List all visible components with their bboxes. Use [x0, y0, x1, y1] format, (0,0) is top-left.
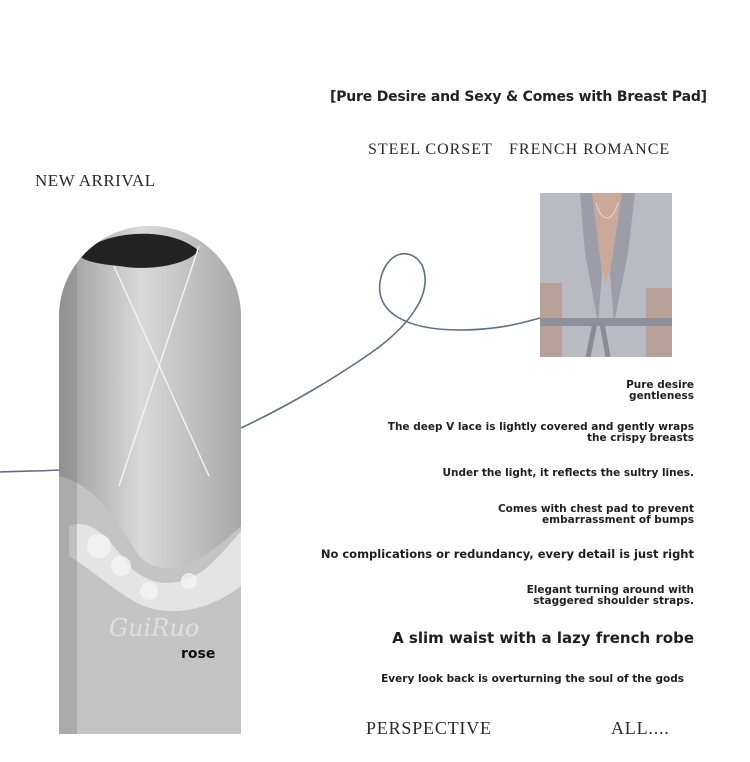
headline: [Pure Desire and Sexy & Comes with Breast Pad]: [330, 89, 707, 105]
subtitle-french-romance: FRENCH ROMANCE: [509, 141, 671, 158]
new-arrival-label: NEW ARRIVAL: [35, 171, 156, 190]
copy-under-light: Under the light, it reflects the sultry lines.: [442, 467, 694, 479]
robe-product-photo: [540, 193, 672, 357]
copy-line: The deep V lace is lightly covered and gently wraps: [387, 421, 694, 433]
copy-line: the crispy breasts: [587, 432, 694, 444]
copy-deep-v-lace: [388, 422, 694, 444]
copy-line: gentleness: [629, 390, 694, 402]
watermark-text: GuiRuo: [109, 614, 200, 642]
subtitle-steel-corset: STEEL CORSET: [368, 141, 493, 158]
copy-line: Pure desire: [626, 379, 694, 391]
copy-line: Comes with chest pad to prevent: [497, 503, 694, 515]
footer-all: ALL....: [611, 718, 670, 738]
copy-line: Elegant turning around with: [526, 584, 694, 596]
copy-line: embarrassment of bumps: [542, 514, 694, 526]
robe-illustration: [540, 193, 672, 357]
copy-every-look-back: Every look back is overturning the soul of the gods: [381, 673, 684, 685]
copy-line: staggered shoulder straps.: [533, 595, 694, 607]
copy-no-complications: No complications or redundancy, every detail is just right: [320, 547, 694, 561]
copy-pure-desire: [626, 380, 694, 402]
footer-perspective: PERSPECTIVE: [366, 718, 492, 738]
copy-elegant-turning: [527, 585, 694, 607]
rose-label: rose: [181, 646, 216, 662]
copy-slim-waist: A slim waist with a lazy french robe: [392, 629, 694, 647]
copy-chest-pad: [498, 504, 694, 526]
